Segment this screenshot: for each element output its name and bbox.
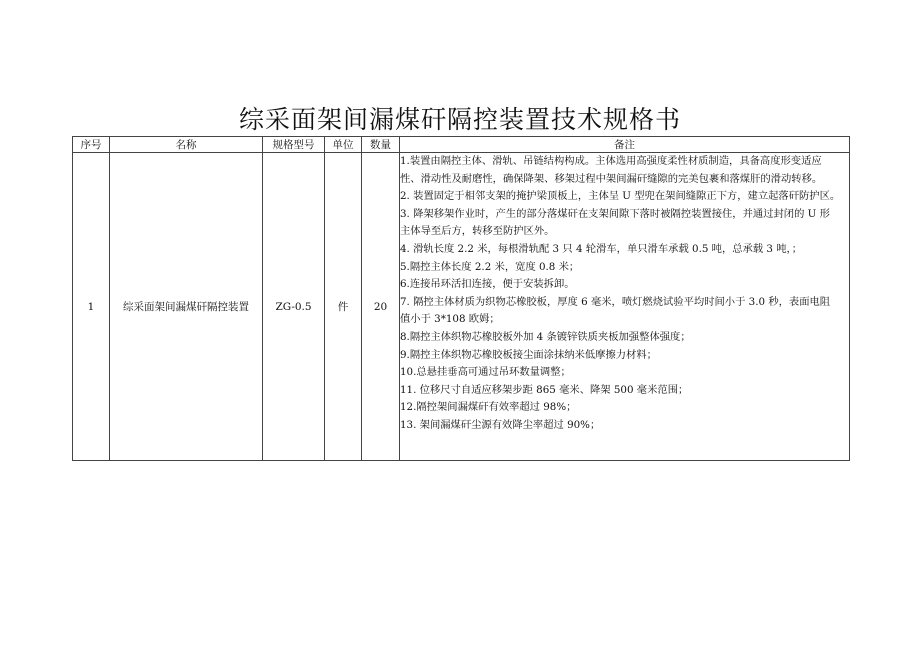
remark-line: 2. 装置固定于相邻支架的掩护梁顶板上，主体呈 U 型兜在架间缝隙正下方，建立起落矸防护区。 [400, 190, 841, 203]
remark-line: 性、滑动性及耐磨性，确保降架、移架过程中架间漏矸缝隙的完美包裹和落煤肝的滑动转移。 [400, 172, 823, 185]
cell-quantity: 20 [362, 153, 400, 461]
remark-line: 11. 位移尺寸自适应移架步距 865 毫米、降架 500 毫米范围； [400, 383, 689, 396]
remark-line: 值小于 3*108 欧姆； [400, 313, 500, 326]
cell-model: ZG-0.5 [263, 153, 325, 461]
header-unit: 单位 [325, 137, 362, 153]
header-model: 规格型号 [263, 137, 325, 153]
header-remarks: 备注 [400, 137, 850, 153]
remark-line: 7. 隔控主体材质为织物芯橡胶板，厚度 6 毫米，喷灯燃烧试验平均时间小于 3.0 秒，表面电阻 [400, 295, 831, 308]
cell-index: 1 [73, 153, 110, 461]
remark-line: 12.隔控架间漏煤矸有效率超过 98%； [400, 401, 577, 414]
cell-remarks [400, 153, 850, 461]
header-quantity: 数量 [362, 137, 400, 153]
remark-line: 9.隔控主体织物芯橡胶板接尘面涂抹纳米低摩擦力材料； [400, 348, 657, 361]
spec-table [72, 136, 850, 461]
document-title: 综采面架间漏煤矸隔控装置技术规格书 [238, 105, 681, 134]
remark-line: 主体导至后方，转移至防护区外。 [400, 225, 555, 238]
remark-line: 13. 架间漏煤矸尘源有效降尘率超过 90%； [400, 418, 601, 431]
remark-line: 8.隔控主体织物芯橡胶板外加 4 条镀锌铁质夹板加强整体强度； [400, 330, 691, 343]
header-name: 名称 [110, 137, 263, 153]
table-row [73, 153, 850, 461]
table-header-row [73, 137, 850, 153]
remark-line: 4. 滑轨长度 2.2 米，每根滑轨配 3 只 4 轮滑车，单只滑车承载 0.5 吨，总承载 3 吨，； [400, 242, 802, 255]
remark-line: 10.总悬挂垂高可通过吊环数量调整； [400, 366, 571, 379]
remark-line: 1.装置由隔控主体、滑轨、吊链结构构成。主体选用高强度柔性材质制造，具备高度形变适应 [400, 155, 822, 167]
remark-line: 3. 降架移架作业时，产生的部分落煤矸在支架间隙下落时被隔控装置接住，并通过封闭的 U 形 [400, 207, 830, 220]
cell-name: 综采面架间漏煤矸隔控装置 [110, 153, 263, 461]
remark-line: 6.连接吊环活扣连接，便于安装拆卸。 [400, 278, 575, 291]
remark-line: 5.隔控主体长度 2.2 米，宽度 0.8 米； [400, 260, 580, 273]
header-index: 序号 [73, 137, 110, 153]
cell-unit: 件 [325, 153, 362, 461]
